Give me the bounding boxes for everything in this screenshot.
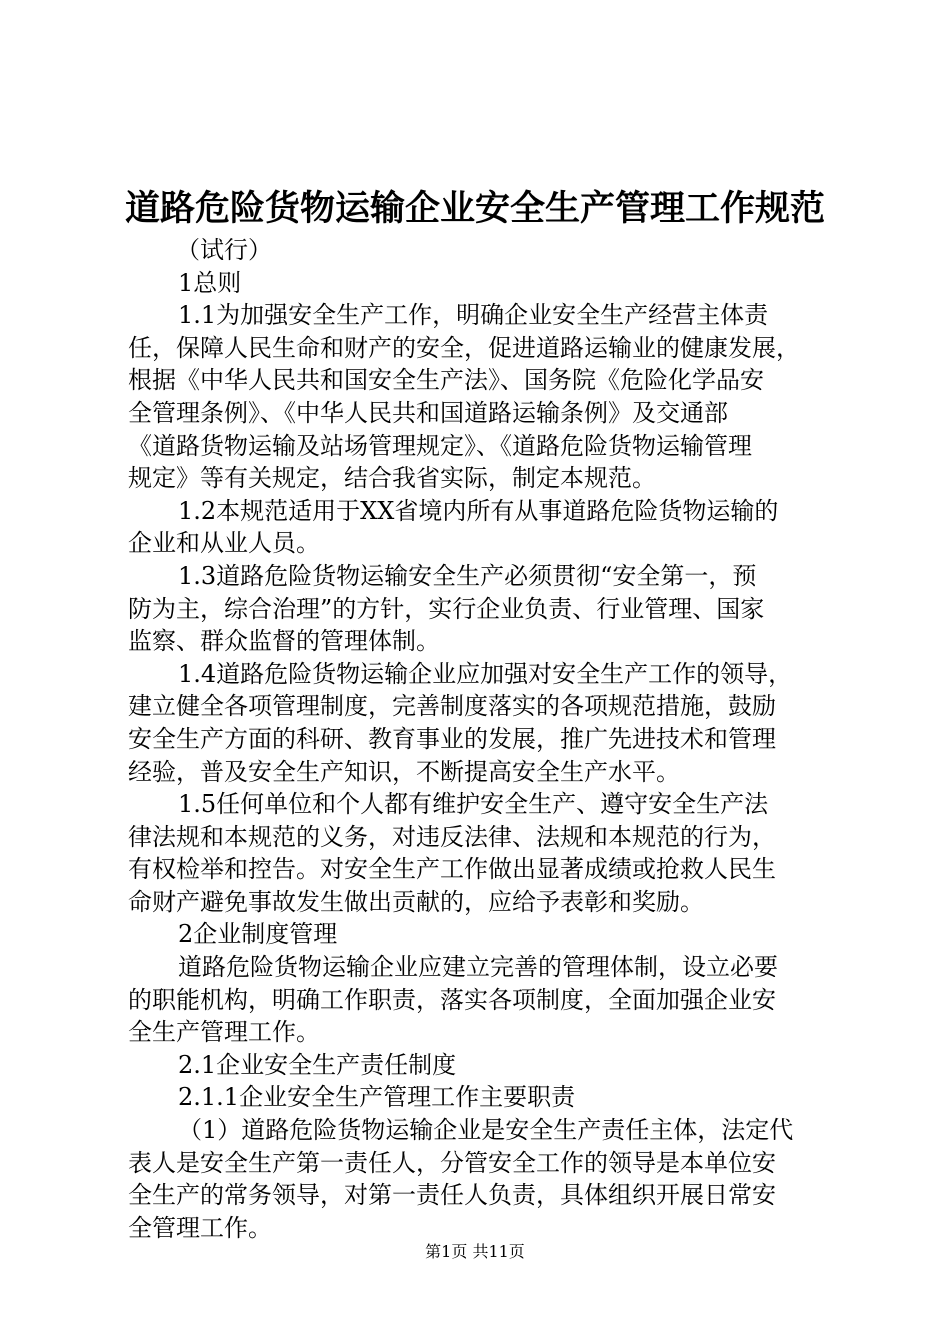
paragraph-line: 监察、群众监督的管理体制。 bbox=[128, 627, 440, 656]
subsection-heading: 2.1.1企业安全生产管理工作主要职责 bbox=[178, 1083, 576, 1112]
paragraph-line: 任，保障人民生命和财产的安全，促进道路运输业的健康发展， bbox=[128, 333, 800, 362]
paragraph-line: 命财产避免事故发生做出贡献的，应给予表彰和奖励。 bbox=[128, 887, 704, 916]
paragraph-line: 1.1为加强安全生产工作，明确企业安全生产经营主体责 bbox=[178, 301, 769, 330]
paragraph-line: 全生产管理工作。 bbox=[128, 1018, 320, 1047]
paragraph-line: 全管理条例》、《中华人民共和国道路运输条例》及交通部 bbox=[128, 398, 728, 427]
paragraph-line: 规定》等有关规定，结合我省实际，制定本规范。 bbox=[128, 464, 656, 493]
paragraph-line: 建立健全各项管理制度，完善制度落实的各项规范措施，鼓励 bbox=[128, 692, 776, 721]
subsection-heading: 2.1企业安全生产责任制度 bbox=[178, 1050, 457, 1079]
paragraph-line: 1.5任何单位和个人都有维护安全生产、遵守安全生产法 bbox=[178, 790, 769, 819]
paragraph-line: 企业和从业人员。 bbox=[128, 529, 320, 558]
paragraph-line: 防为主，综合治理”的方针，实行企业负责、行业管理、国家 bbox=[128, 594, 765, 623]
paragraph-line: （1）道路危险货物运输企业是安全生产责任主体，法定代 bbox=[178, 1116, 794, 1145]
paragraph-line: 1.4道路危险货物运输企业应加强对安全生产工作的领导， bbox=[178, 659, 793, 688]
paragraph-line: 道路危险货物运输企业应建立完善的管理体制，设立必要 bbox=[178, 953, 778, 982]
paragraph-line: 经验，普及安全生产知识，不断提高安全生产水平。 bbox=[128, 757, 680, 786]
paragraph-line: 根据《中华人民共和国安全生产法》、国务院《危险化学品安 bbox=[128, 366, 764, 395]
document-body bbox=[128, 234, 840, 1244]
paragraph-line: 1.3道路危险货物运输安全生产必须贯彻“安全第一，预 bbox=[178, 561, 757, 590]
section-heading: 1总则 bbox=[178, 268, 242, 297]
subtitle-trial: （试行） bbox=[176, 236, 272, 264]
paragraph-line: 安全生产方面的科研、教育事业的发展，推广先进技术和管理 bbox=[128, 724, 776, 753]
page-footer: 第1页 共11页 bbox=[425, 1242, 525, 1261]
paragraph-line: 1.2本规范适用于XX省境内所有从事道路危险货物运输的 bbox=[178, 496, 779, 525]
paragraph-line: 全生产的常务领导，对第一责任人负责，具体组织开展日常安 bbox=[128, 1181, 776, 1210]
paragraph-line: 全管理工作。 bbox=[128, 1213, 272, 1242]
paragraph-line: 律法规和本规范的义务，对违反法律、法规和本规范的行为， bbox=[128, 822, 776, 851]
paragraph-line: 的职能机构，明确工作职责，落实各项制度，全面加强企业安 bbox=[128, 985, 776, 1014]
page-title: 道路危险货物运输企业安全生产管理工作规范 bbox=[124, 189, 825, 229]
section-heading: 2企业制度管理 bbox=[178, 920, 338, 949]
paragraph-line: 有权检举和控告。对安全生产工作做出显著成绩或抢救人民生 bbox=[128, 855, 776, 884]
paragraph-line: 表人是安全生产第一责任人，分管安全工作的领导是本单位安 bbox=[128, 1148, 776, 1177]
paragraph-line: 《道路货物运输及站场管理规定》、《道路危险货物运输管理 bbox=[128, 431, 752, 460]
